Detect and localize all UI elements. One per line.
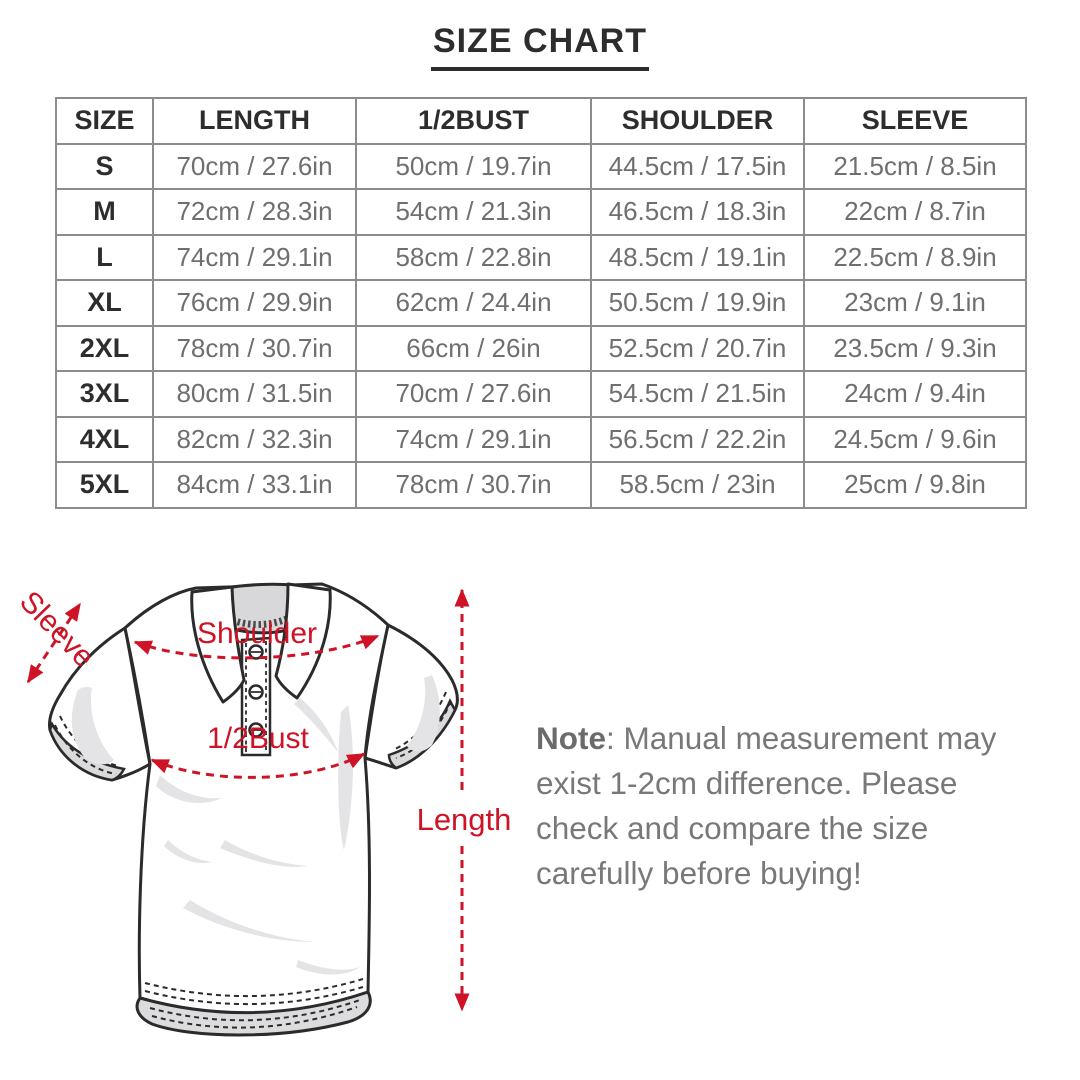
cell-size: M bbox=[56, 189, 153, 235]
cell-length: 74cm / 29.1in bbox=[153, 235, 356, 281]
column-header-shoulder: SHOULDER bbox=[591, 98, 804, 144]
cell-sleeve: 21.5cm / 8.5in bbox=[804, 144, 1026, 190]
cell-length: 76cm / 29.9in bbox=[153, 280, 356, 326]
table-row bbox=[56, 280, 1026, 326]
cell-length: 84cm / 33.1in bbox=[153, 462, 356, 508]
sleeve-label: Sleeve bbox=[13, 584, 101, 674]
cell-shoulder: 44.5cm / 17.5in bbox=[591, 144, 804, 190]
cell-length: 78cm / 30.7in bbox=[153, 326, 356, 372]
cell-length: 72cm / 28.3in bbox=[153, 189, 356, 235]
cell-sleeve: 23cm / 9.1in bbox=[804, 280, 1026, 326]
cell-halfbust: 74cm / 29.1in bbox=[356, 417, 591, 463]
half-bust-label: 1/2Bust bbox=[207, 722, 309, 755]
table-row bbox=[56, 371, 1026, 417]
note-label: Note bbox=[536, 720, 606, 756]
table-row bbox=[56, 326, 1026, 372]
size-table bbox=[55, 97, 1027, 509]
table-row bbox=[56, 235, 1026, 281]
cell-halfbust: 62cm / 24.4in bbox=[356, 280, 591, 326]
cell-length: 82cm / 32.3in bbox=[153, 417, 356, 463]
cell-sleeve: 22.5cm / 8.9in bbox=[804, 235, 1026, 281]
cell-halfbust: 58cm / 22.8in bbox=[356, 235, 591, 281]
shirt-measurement-diagram bbox=[0, 540, 540, 1080]
page-title: SIZE CHART bbox=[431, 22, 649, 71]
cell-size: 5XL bbox=[56, 462, 153, 508]
cell-shoulder: 58.5cm / 23in bbox=[591, 462, 804, 508]
note-line: Note: Manual measurement may bbox=[536, 720, 997, 756]
cell-halfbust: 66cm / 26in bbox=[356, 326, 591, 372]
note-line: exist 1-2cm difference. Please bbox=[536, 765, 958, 801]
cell-size: 3XL bbox=[56, 371, 153, 417]
cell-shoulder: 56.5cm / 22.2in bbox=[591, 417, 804, 463]
cell-shoulder: 50.5cm / 19.9in bbox=[591, 280, 804, 326]
note-line: check and compare the size bbox=[536, 810, 929, 846]
cell-halfbust: 54cm / 21.3in bbox=[356, 189, 591, 235]
cell-sleeve: 23.5cm / 9.3in bbox=[804, 326, 1026, 372]
column-header-sleeve: SLEEVE bbox=[804, 98, 1026, 144]
column-header-halfbust: 1/2BUST bbox=[356, 98, 591, 144]
cell-halfbust: 78cm / 30.7in bbox=[356, 462, 591, 508]
cell-shoulder: 52.5cm / 20.7in bbox=[591, 326, 804, 372]
cell-size: S bbox=[56, 144, 153, 190]
column-header-length: LENGTH bbox=[153, 98, 356, 144]
cell-shoulder: 54.5cm / 21.5in bbox=[591, 371, 804, 417]
note-text bbox=[536, 716, 1036, 896]
table-row bbox=[56, 462, 1026, 508]
shoulder-label: Shoulder bbox=[196, 617, 318, 650]
table-row bbox=[56, 189, 1026, 235]
cell-length: 80cm / 31.5in bbox=[153, 371, 356, 417]
table-row bbox=[56, 417, 1026, 463]
column-header-size: SIZE bbox=[56, 98, 153, 144]
cell-shoulder: 48.5cm / 19.1in bbox=[591, 235, 804, 281]
cell-sleeve: 22cm / 8.7in bbox=[804, 189, 1026, 235]
note-line: carefully before buying! bbox=[536, 855, 862, 891]
length-label: Length bbox=[416, 802, 512, 837]
cell-sleeve: 24.5cm / 9.6in bbox=[804, 417, 1026, 463]
cell-size: 2XL bbox=[56, 326, 153, 372]
cell-halfbust: 50cm / 19.7in bbox=[356, 144, 591, 190]
table-header-row bbox=[56, 98, 1026, 144]
cell-size: XL bbox=[56, 280, 153, 326]
cell-halfbust: 70cm / 27.6in bbox=[356, 371, 591, 417]
cell-length: 70cm / 27.6in bbox=[153, 144, 356, 190]
cell-shoulder: 46.5cm / 18.3in bbox=[591, 189, 804, 235]
table-row bbox=[56, 144, 1026, 190]
page-title-wrap bbox=[0, 22, 1080, 71]
cell-size: L bbox=[56, 235, 153, 281]
cell-sleeve: 25cm / 9.8in bbox=[804, 462, 1026, 508]
cell-sleeve: 24cm / 9.4in bbox=[804, 371, 1026, 417]
cell-size: 4XL bbox=[56, 417, 153, 463]
